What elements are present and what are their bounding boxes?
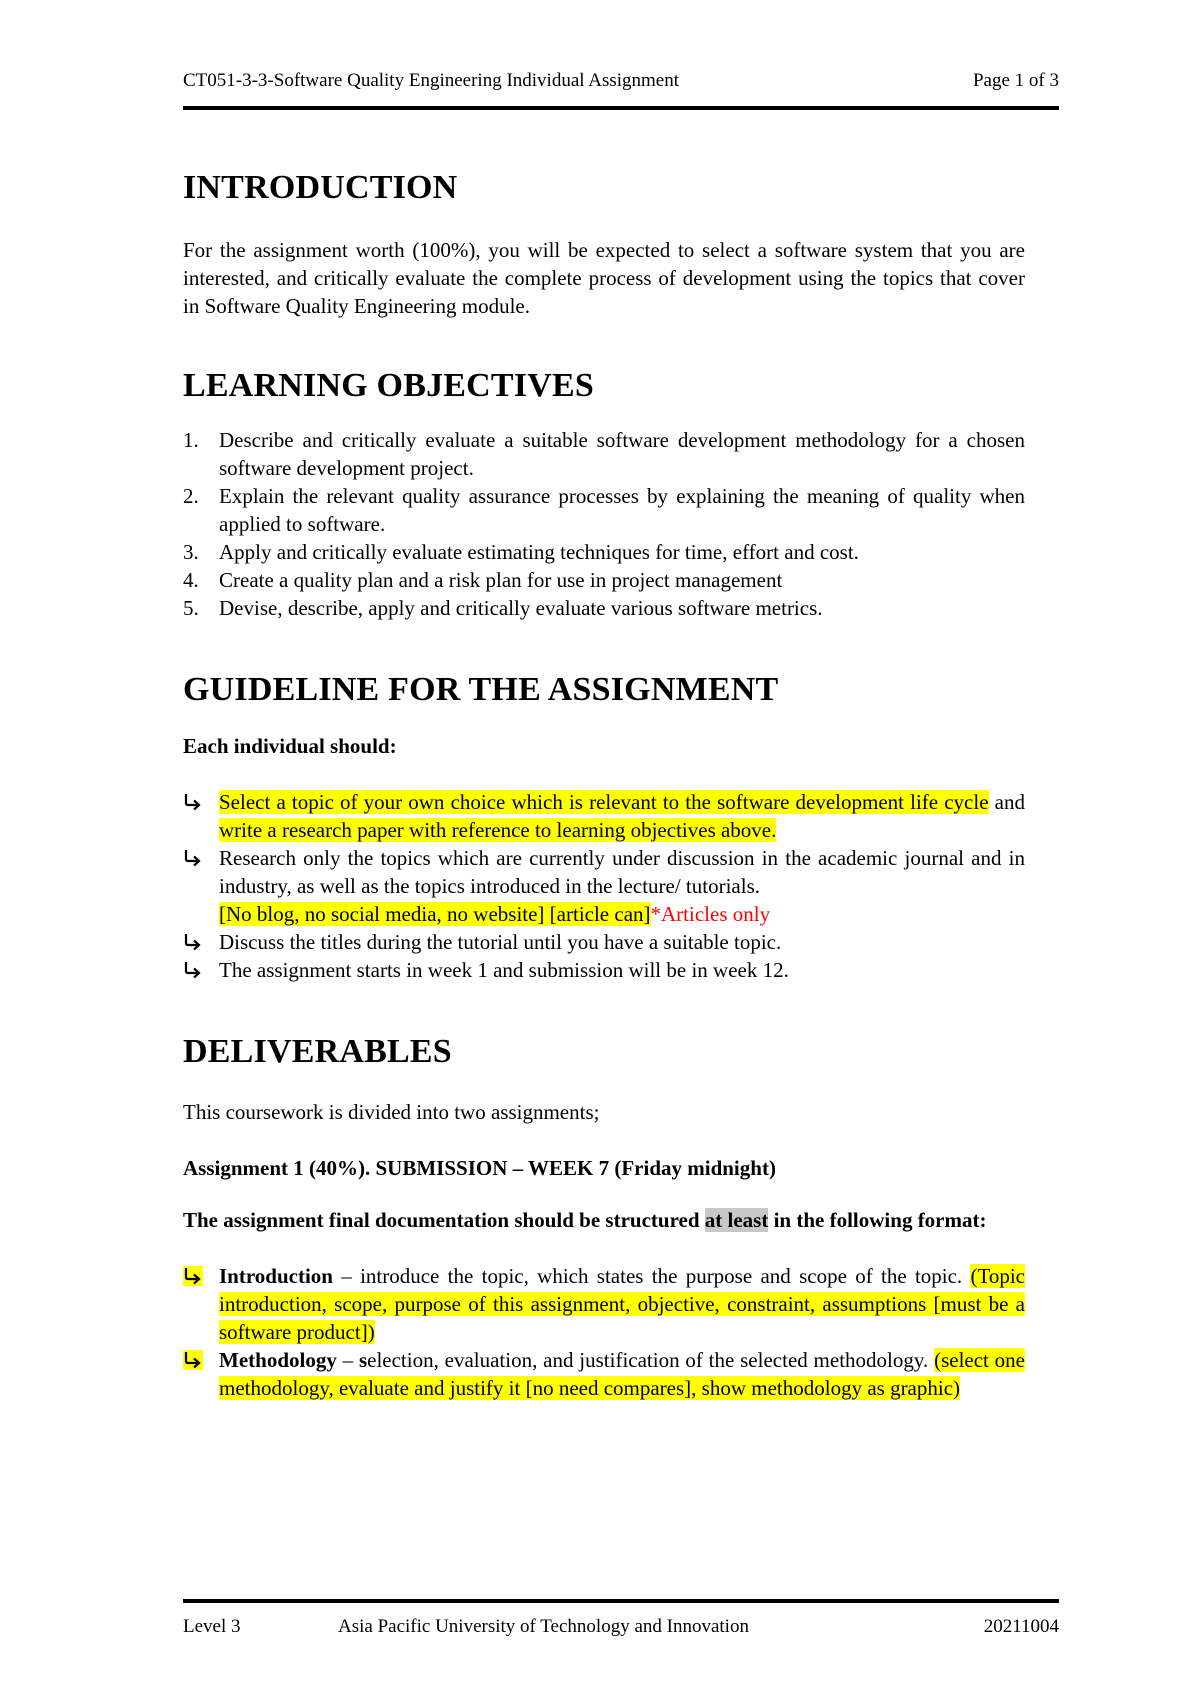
page-header [183,70,1059,110]
list-item: 5. Devise, describe, apply and critically evaluate various software metrics. [183,596,823,620]
arrow-bullet-icon [183,1350,203,1370]
deliverables-list [183,1262,1025,1402]
footer-level: Level 3 [183,1616,241,1637]
guideline-list [183,788,1025,984]
list-item: Research only the topics which are currently under discussion in the academic journal and in industry, as well as the topics introduced in the lecture/ tutorials. [No blog, no social media, no website] [article can]*Articles only [183,844,1025,928]
arrow-bullet-icon [183,1266,203,1286]
page-number: Page 1 of 3 [972,70,1059,91]
introduction-text: For the assignment worth (100%), you will be expected to select a software system that you are interested, and critically evaluate the complete process of development using the topics that cover in Software Quality Engineering module. [183,238,1025,318]
arrow-bullet-icon [183,932,203,952]
list-item: 2. Explain the relevant quality assurance processes by explaining the meaning of quality when applied to software. [183,484,1025,536]
footer-code: 20211004 [983,1616,1059,1637]
list-item: 3. Apply and critically evaluate estimating techniques for time, effort and cost. [183,540,859,564]
arrow-bullet-icon [183,960,203,980]
document-body [183,168,1025,1402]
arrow-bullet-icon [183,792,203,812]
list-item: Introduction – introduce the topic, which states the purpose and scope of the topic. (Topic introduction, scope, purpose of this assignment, objective, constraint, assumptions [must be a software product]) [183,1262,1025,1346]
structure-instruction: The assignment final documentation should be structured at least in the following format: [183,1208,987,1232]
guideline-heading: GUIDELINE FOR THE ASSIGNMENT [183,671,779,708]
list-item: Methodology – selection, evaluation, and justification of the selected methodology. (select one methodology, evaluate and justify it [no need compares], show methodology as graphic) [183,1346,1025,1402]
page-footer [183,1599,1059,1639]
footer-university: Asia Pacific University of Technology and Innovation [338,1616,749,1637]
introduction-heading: INTRODUCTION [183,169,458,206]
list-item: 4. Create a quality plan and a risk plan for use in project management [183,568,783,592]
document-title: CT051-3-3-Software Quality Engineering Individual Assignment [183,70,680,91]
deliverables-intro: This coursework is divided into two assignments; [183,1100,600,1124]
list-item: The assignment starts in week 1 and submission will be in week 12. [183,956,1025,984]
list-item: Discuss the titles during the tutorial until you have a suitable topic. [183,928,1025,956]
deliverables-heading: DELIVERABLES [183,1033,452,1070]
arrow-bullet-icon [183,848,203,868]
list-item: 1. Describe and critically evaluate a suitable software development methodology for a chosen software development project. [183,428,1025,480]
list-item: Select a topic of your own choice which is relevant to the software development life cycle and write a research paper with reference to learning objectives above. [183,788,1025,844]
assignment-1-title: Assignment 1 (40%). SUBMISSION – WEEK 7 (Friday midnight) [183,1156,776,1180]
learning-objectives-heading: LEARNING OBJECTIVES [183,367,594,404]
guideline-subheading: Each individual should: [183,734,397,758]
objectives-list [183,426,1025,622]
